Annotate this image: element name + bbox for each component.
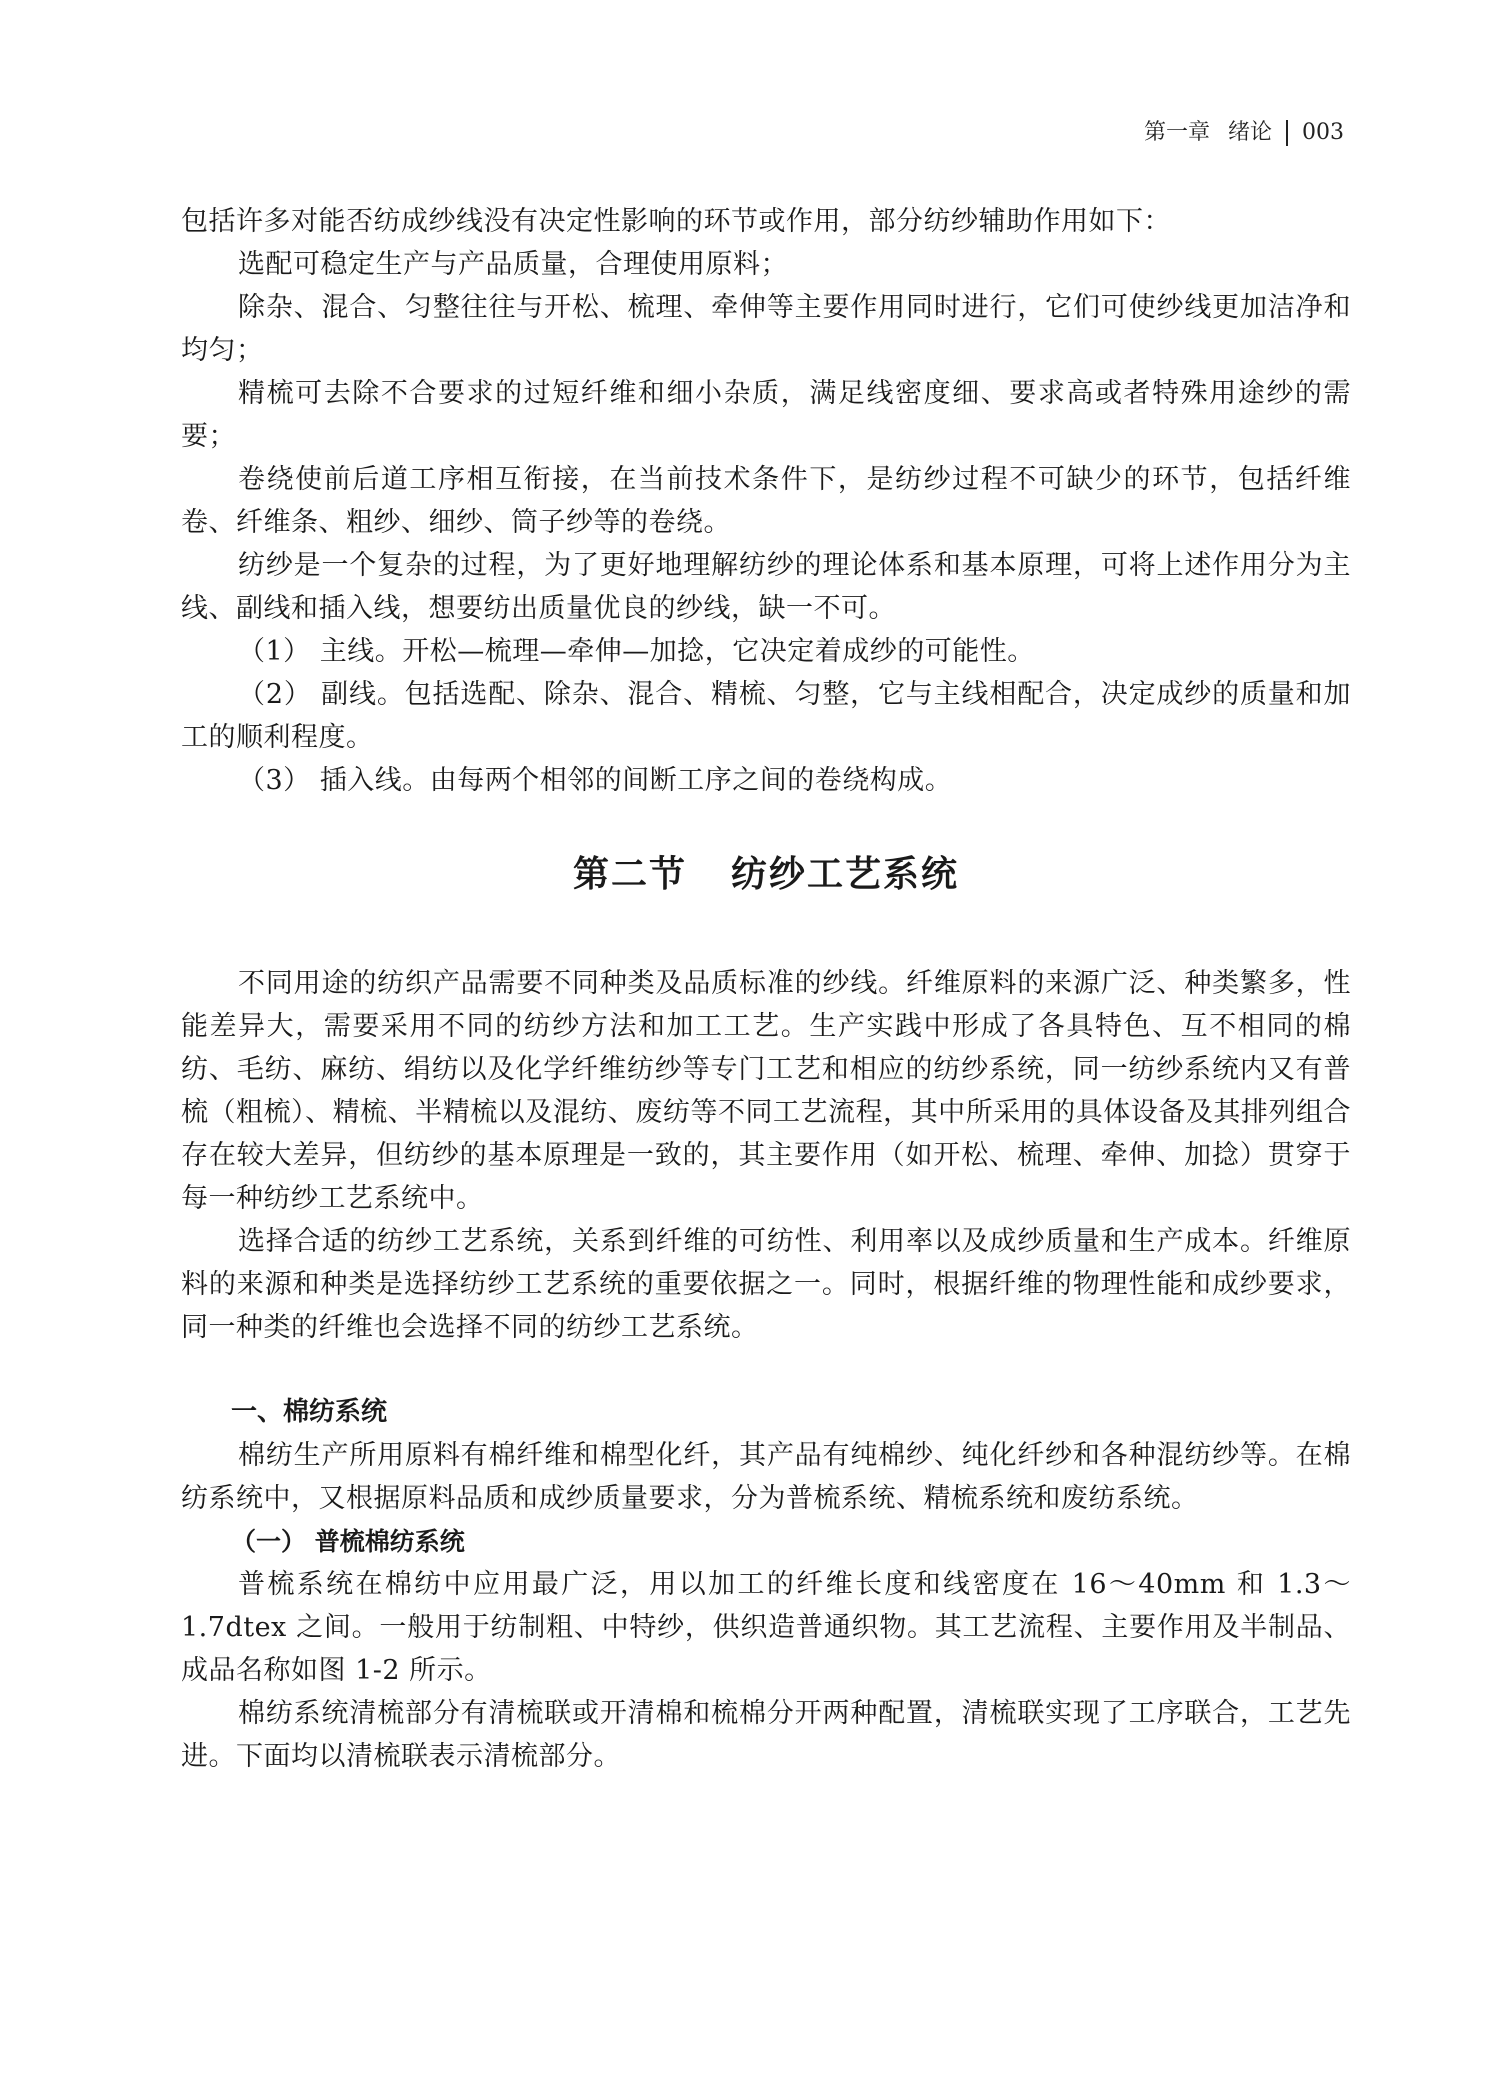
page-number: 003 bbox=[1302, 120, 1344, 145]
page-body bbox=[181, 200, 1351, 1778]
running-header bbox=[1144, 118, 1344, 148]
paragraph: 不同用途的纺织产品需要不同种类及品质标准的纱线。纤维原料的来源广泛、种类繁多，性能差异大，需要采用不同的纺纱方法和加工工艺。生产实践中形成了各具特色、互不相同的棉纺、毛纺、麻纺、绢纺以及化学纤维纺纱等专门工艺和相应的纺纱系统，同一纺纱系统内又有普梳（粗梳）、精梳、半精梳以及混纺、废纺等不同工艺流程，其中所采用的具体设备及其排列组合存在较大差异，但纺纱的基本原理是一致的，其主要作用（如开松、梳理、牵伸、加捻）贯穿于每一种纺纱工艺系统中。 bbox=[181, 968, 1351, 1214]
chapter-title: 绪论 bbox=[1227, 120, 1272, 145]
paragraph: 棉纺生产所用原料有棉纤维和棉型化纤，其产品有纯棉纱、纯化纤纱和各种混纺纱等。在棉纺系统中，又根据原料品质和成纱质量要求，分为普梳系统、精梳系统和废纺系统。 bbox=[181, 1440, 1351, 1514]
paragraph: 普梳系统在棉纺中应用最广泛，用以加工的纤维长度和线密度在 16～40mm 和 1.3～1.7dtex 之间。一般用于纺制粗、中特纱，供织造普通织物。其工艺流程、主要作用及半制品、成品名称如图 1-2 所示。 bbox=[181, 1569, 1351, 1686]
list-item-main-line: （1） 主线。开松—梳理—牵伸—加捻，它决定着成纱的可能性。 bbox=[238, 636, 1035, 667]
subsection-heading: 一、棉纺系统 bbox=[231, 1397, 388, 1427]
section-heading bbox=[181, 850, 1351, 900]
paragraph: 选择合适的纺纱工艺系统，关系到纤维的可纺性、利用率以及成纱质量和生产成本。纤维原料的来源和种类是选择纺纱工艺系统的重要依据之一。同时，根据纤维的物理性能和成纱要求，同一种类的纤维也会选择不同的纺纱工艺系统。 bbox=[181, 1226, 1351, 1343]
paragraph: 棉纺系统清梳部分有清梳联或开清棉和梳棉分开两种配置，清梳联实现了工序联合，工艺先进。下面均以清梳联表示清梳部分。 bbox=[181, 1698, 1351, 1772]
paragraph: 选配可稳定生产与产品质量，合理使用原料； bbox=[238, 249, 788, 280]
list-item-sub-line: （2） 副线。包括选配、除杂、混合、精梳、匀整，它与主线相配合，决定成纱的质量和加工的顺利程度。 bbox=[181, 679, 1351, 753]
subsubsection-heading: （一） 普梳棉纺系统 bbox=[231, 1527, 465, 1556]
chapter-number: 第一章 bbox=[1143, 120, 1210, 145]
paragraph: 卷绕使前后道工序相互衔接，在当前技术条件下，是纺纱过程不可缺少的环节，包括纤维卷、纤维条、粗纱、细纱、筒子纱等的卷绕。 bbox=[181, 464, 1351, 538]
paragraph: 除杂、混合、匀整往往与开松、梳理、牵伸等主要作用同时进行，它们可使纱线更加洁净和均匀； bbox=[181, 292, 1351, 366]
list-item-insert-line: （3） 插入线。由每两个相邻的间断工序之间的卷绕构成。 bbox=[238, 765, 953, 796]
section-number: 第二节 bbox=[572, 854, 687, 895]
section-title: 纺纱工艺系统 bbox=[731, 854, 960, 895]
paragraph: 纺纱是一个复杂的过程，为了更好地理解纺纱的理论体系和基本原理，可将上述作用分为主线、副线和插入线，想要纺出质量优良的纱线，缺一不可。 bbox=[181, 550, 1351, 624]
paragraph: 精梳可去除不合要求的过短纤维和细小杂质，满足线密度细、要求高或者特殊用途纱的需要； bbox=[181, 378, 1351, 452]
header-divider bbox=[1286, 120, 1288, 146]
paragraph: 包括许多对能否纺成纱线没有决定性影响的环节或作用，部分纺纱辅助作用如下： bbox=[181, 206, 1171, 237]
